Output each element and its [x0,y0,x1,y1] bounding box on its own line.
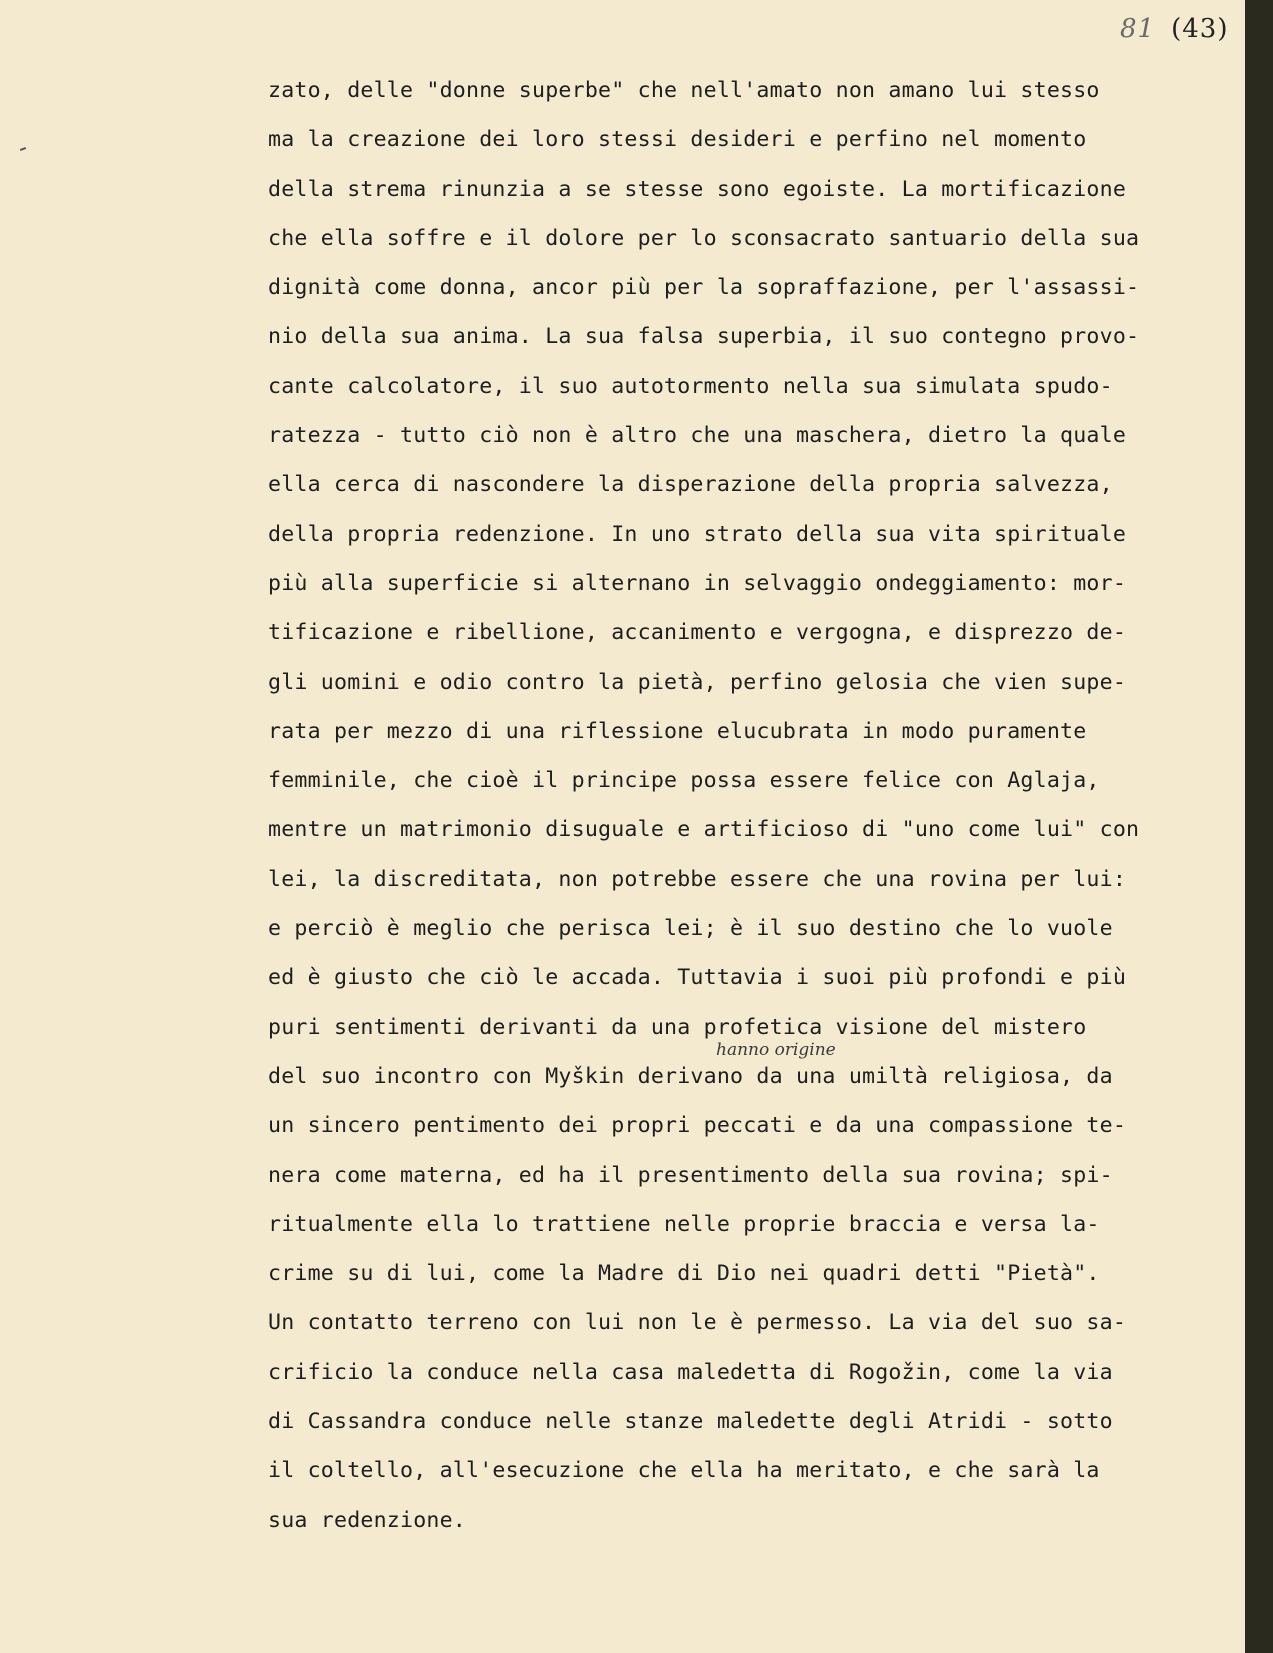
text-line: nera come materna, ed ha il presentimento della sua rovina; spi- [268,1162,1113,1188]
text-line: che ella soffre e il dolore per lo sconsacrato santuario della sua [268,225,1140,251]
text-line: femminile, che cioè il principe possa essere felice con Aglaja, [268,768,1100,794]
text-line: sua redenzione. [268,1507,467,1533]
text-line: ed è giusto che ciò le accada. Tuttavia i suoi più profondi e più [268,965,1127,991]
text-line: crificio la conduce nella casa maledetta di Rogožin, come la via [268,1359,1113,1385]
text-line: e perciò è meglio che perisca lei; è il suo destino che lo vuole [268,916,1113,942]
text-line: lei, la discreditata, non potrebbe essere che una rovina per lui: [268,866,1127,892]
text-line: ritualmente ella lo trattiene nelle proprie braccia e versa la- [268,1211,1100,1237]
text-line: gli uomini e odio contro la pietà, perfino gelosia che vien supe- [268,669,1127,695]
text-line: zato, delle "donne superbe" che nell'amato non amano lui stesso [268,78,1100,103]
text-line: del suo incontro con Myškin derivano da una umiltà religiosa, da [268,1063,1113,1089]
pencil-folio-number: 81 [1120,14,1156,44]
text-line: dignità come donna, ancor più per la sopraffazione, per l'assassi- [268,275,1140,301]
text-line: di Cassandra conduce nelle stanze maledette degli Atridi - sotto [268,1409,1113,1435]
text-line: rata per mezzo di una riflessione elucubrata in modo puramente [268,718,1087,744]
handwritten-annotation: hanno origine [716,1040,836,1060]
text-line: crime su di lui, come la Madre di Dio nei quadri detti "Pietà". [268,1261,1100,1287]
margin-mark-icon [20,147,26,151]
text-line: mentre un matrimonio disuguale e artificioso di "uno come lui" con [268,817,1140,843]
text-line: puri sentimenti derivanti da una profetica visione del mistero [268,1014,1087,1040]
text-line: più alla superficie si alternano in selvaggio ondeggiamento: mor- [268,570,1127,596]
text-line: il coltello, all'esecuzione che ella ha meritato, e che sarà la [268,1458,1100,1484]
text-line: ella cerca di nascondere la disperazione della propria salvezza, [268,472,1113,498]
typescript-body [268,66,1258,1545]
text-line: ratezza - tutto ciò non è altro che una maschera, dietro la quale [268,423,1127,449]
page-number [1120,14,1228,44]
text-line: ma la creazione dei loro stessi desideri e perfino nel momento [268,127,1087,153]
text-line: tificazione e ribellione, accanimento e vergogna, e disprezzo de- [268,620,1127,646]
ink-page-number: (43) [1171,14,1229,44]
text-line: nio della sua anima. La sua falsa superbia, il suo contegno provo- [268,324,1140,350]
text-line: della strema rinunzia a se stesse sono egoiste. La mortificazione [268,176,1127,202]
text-line: Un contatto terreno con lui non le è permesso. La via del suo sa- [268,1310,1127,1336]
text-line: un sincero pentimento dei propri peccati e da una compassione te- [268,1113,1127,1139]
text-line: cante calcolatore, il suo autotormento nella sua simulata spudo- [268,373,1113,399]
text-line: della propria redenzione. In uno strato della sua vita spirituale [268,521,1127,547]
